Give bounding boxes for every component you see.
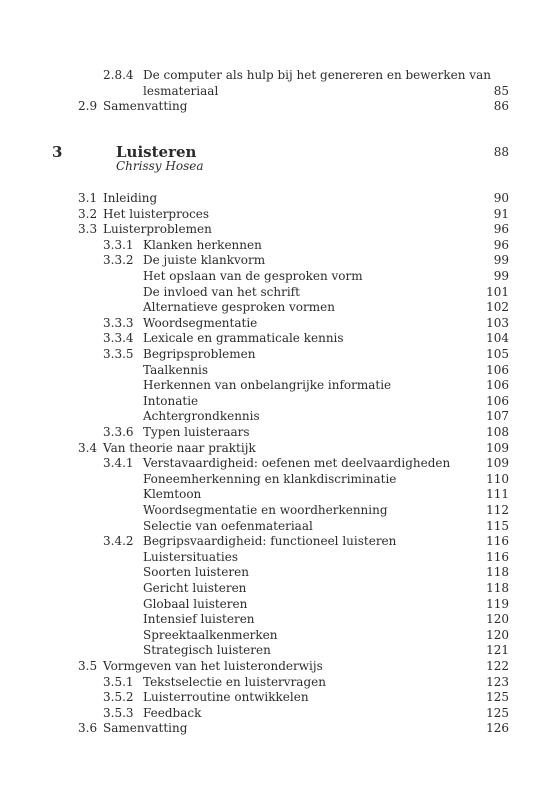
- toc-entry: [0, 237, 550, 253]
- toc-entry-number: 3.5.3: [103, 705, 134, 720]
- toc-entry-title: Foneemherkenning en klankdiscriminatie: [143, 471, 397, 486]
- toc-entry-page: 116: [486, 534, 509, 549]
- toc-entry-title: Lexicale en grammaticale kennis: [143, 331, 344, 346]
- toc-entry: [0, 596, 550, 612]
- toc-entry: [0, 455, 550, 471]
- toc-entry-title: Herkennen van onbelangrijke informatie: [143, 378, 392, 393]
- toc-entry-page: 106: [486, 393, 509, 408]
- toc-entry-title: Intensief luisteren: [143, 612, 255, 627]
- toc-entry-page: 106: [486, 362, 509, 377]
- toc-entry-page: 107: [486, 409, 509, 424]
- toc-entry-number: 3.6: [78, 721, 98, 736]
- toc-entry-page: 104: [486, 331, 509, 346]
- toc-entry-page: 106: [486, 378, 509, 393]
- toc-entry-title: Begripsvaardigheid: functioneel luisteren: [143, 534, 397, 549]
- toc-entry-page: 109: [486, 456, 509, 471]
- toc-entry: [0, 190, 550, 206]
- toc-entry-title: Woordsegmentatie en woordherkenning: [143, 503, 388, 517]
- toc-entry: [0, 658, 550, 674]
- toc-entry: [0, 98, 550, 114]
- toc-entry-number: 2.8.4: [103, 68, 134, 82]
- toc-entry-page: 86: [493, 99, 509, 113]
- toc-entry-page: 99: [493, 269, 509, 283]
- toc-entry-title: Gericht luisteren: [143, 581, 247, 595]
- toc-entry-number: 3.4: [78, 440, 98, 455]
- toc-entry-page: 85: [493, 84, 509, 98]
- toc-entry-number: 3.3.4: [103, 331, 134, 346]
- toc-entry-page: 101: [486, 284, 509, 299]
- toc-entry: [0, 206, 550, 222]
- toc-entry: [0, 720, 550, 736]
- toc-entry-page: 112: [486, 503, 509, 517]
- toc-entry-number: 3.3: [78, 222, 98, 237]
- toc-entry-page: 118: [486, 565, 509, 580]
- toc-entry-title: Inleiding: [103, 191, 158, 205]
- toc-entry-page: 115: [486, 518, 509, 533]
- toc-entry-title: Globaal luisteren: [143, 596, 248, 611]
- toc-entry: [0, 642, 550, 658]
- toc-entry-title: Samenvatting: [103, 721, 188, 736]
- chapter-heading: [0, 142, 550, 162]
- toc-entry-title: Luisterroutine ontwikkelen: [143, 690, 309, 705]
- toc-entry-page: 123: [486, 674, 509, 689]
- toc-entry-title: Luistersituaties: [143, 549, 238, 564]
- toc-entry-number: 3.4.2: [103, 534, 134, 549]
- toc-entry-title: Woordsegmentatie: [143, 315, 258, 330]
- toc-entry: [0, 486, 550, 502]
- toc-entry: [0, 549, 550, 565]
- chapter-author: Chrissy Hosea: [116, 159, 204, 173]
- toc-entry: [0, 518, 550, 534]
- toc-entry-number: 3.5.2: [103, 690, 134, 705]
- toc-entry-number: 3.4.1: [103, 456, 134, 471]
- toc-entry-title: Klemtoon: [143, 487, 202, 502]
- toc-entry-page: 110: [486, 471, 509, 486]
- toc-entry-page: 120: [486, 612, 509, 627]
- toc-entry-title: Spreektaalkenmerken: [143, 627, 278, 642]
- toc-entry-title: Typen luisteraars: [143, 425, 250, 439]
- chapter-title: Luisteren: [116, 143, 197, 161]
- toc-entry-page: 121: [486, 643, 509, 658]
- toc-entry-page: 118: [486, 581, 509, 595]
- toc-entry-title: Soorten luisteren: [143, 565, 249, 580]
- toc-entry-page: 96: [493, 222, 509, 237]
- toc-entry: [0, 674, 550, 690]
- toc-entry-title: De invloed van het schrift: [143, 284, 300, 299]
- toc-entry: [0, 705, 550, 721]
- toc-entry-title: Taalkennis: [143, 362, 209, 377]
- toc-entry-page: 109: [486, 440, 509, 455]
- toc-entry-title: De juiste klankvorm: [143, 253, 266, 268]
- toc-entry-title: lesmateriaal: [143, 84, 219, 98]
- toc-entry-page: 99: [493, 253, 509, 268]
- toc-entry-page: 120: [486, 627, 509, 642]
- toc-entry: [0, 689, 550, 705]
- toc-entry: [0, 362, 550, 378]
- toc-entry-title: Verstavaardigheid: oefenen met deelvaardigheden: [143, 456, 451, 471]
- toc-entry-page: 96: [493, 237, 509, 252]
- toc-entry: [0, 252, 550, 268]
- toc-entry: [0, 393, 550, 409]
- toc-entry: [0, 377, 550, 393]
- toc-entry: [0, 221, 550, 237]
- toc-entry: [0, 67, 550, 83]
- toc-entry-title: Samenvatting: [103, 99, 188, 113]
- toc-entry-title: Achtergrondkennis: [143, 409, 260, 424]
- toc-entry: [0, 627, 550, 643]
- toc-entry: [0, 424, 550, 440]
- toc-entry: [0, 315, 550, 331]
- toc-entry-title: Begripsproblemen: [143, 347, 256, 361]
- toc-entry-page: 116: [486, 549, 509, 564]
- toc-entry: [0, 83, 550, 99]
- toc-entry-page: 125: [486, 705, 509, 720]
- chapter-number: 3: [52, 143, 63, 161]
- toc-entry-page: 103: [486, 315, 509, 330]
- toc-entry-page: 119: [486, 596, 509, 611]
- toc-entry-title: De computer als hulp bij het genereren en bewerken van: [143, 68, 491, 82]
- toc-entry-page: 105: [486, 347, 509, 361]
- toc-entry: [0, 330, 550, 346]
- toc-entry: [0, 299, 550, 315]
- toc-entry-page: 102: [486, 300, 509, 315]
- toc-entry: [0, 564, 550, 580]
- toc-entry-number: 3.3.2: [103, 253, 134, 268]
- toc-entry-title: Van theorie naar praktijk: [103, 440, 256, 455]
- toc-entry-page: 111: [486, 487, 509, 502]
- toc-entry-title: Het luisterproces: [103, 206, 210, 221]
- toc-entry: [0, 611, 550, 627]
- toc-entry-number: 3.3.3: [103, 315, 134, 330]
- toc-entry-title: Strategisch luisteren: [143, 643, 271, 658]
- toc-entry-title: Intonatie: [143, 393, 199, 408]
- toc-entry: [0, 268, 550, 284]
- toc-entry-number: 3.5.1: [103, 674, 134, 689]
- toc-entry-title: Het opslaan van de gesproken vorm: [143, 269, 363, 283]
- toc-entry: [0, 408, 550, 424]
- toc-entry-title: Alternatieve gesproken vormen: [143, 300, 335, 315]
- toc-entry-number: 3.2: [78, 206, 98, 221]
- toc-entry-page: 122: [486, 659, 509, 673]
- toc-entry-number: 3.3.6: [103, 425, 134, 439]
- toc-entry: [0, 284, 550, 300]
- toc-entry: [0, 346, 550, 362]
- toc-entry-number: 2.9: [78, 99, 98, 113]
- chapter-page: 88: [493, 145, 509, 159]
- toc-entry-title: Luisterproblemen: [103, 222, 212, 237]
- toc-entry-title: Selectie van oefenmateriaal: [143, 518, 313, 533]
- toc-entry: [0, 533, 550, 549]
- toc-entry-title: Klanken herkennen: [143, 237, 262, 252]
- toc-entry-page: 125: [486, 690, 509, 705]
- toc-entry-number: 3.3.5: [103, 347, 134, 361]
- toc-entry: [0, 440, 550, 456]
- toc-entry-page: 90: [493, 191, 509, 205]
- toc-entry-number: 3.3.1: [103, 237, 134, 252]
- toc-entry-number: 3.1: [78, 191, 98, 205]
- toc-entry: [0, 502, 550, 518]
- toc-entry-page: 91: [493, 206, 509, 221]
- toc-entry-title: Vormgeven van het luisteronderwijs: [103, 659, 323, 673]
- toc-entry-title: Feedback: [143, 705, 202, 720]
- toc-entry-number: 3.5: [78, 659, 98, 673]
- toc-entry-title: Tekstselectie en luistervragen: [143, 674, 326, 689]
- toc-entry-page: 126: [486, 721, 509, 736]
- toc-entry: [0, 580, 550, 596]
- toc-entry-page: 108: [486, 425, 509, 439]
- toc-entry: [0, 471, 550, 487]
